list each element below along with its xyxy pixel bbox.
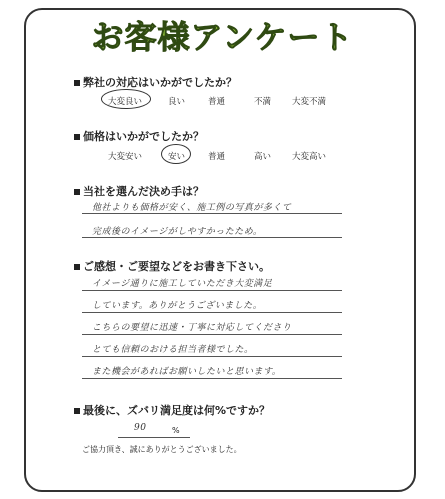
q4-answer-line-2: しています。ありがとうございました。 <box>92 301 263 311</box>
bullet-square-icon <box>74 408 80 414</box>
question-2-text: 価格はいかがでしたか？ <box>83 130 204 143</box>
answer-rule <box>82 378 342 379</box>
question-3-text: 当社を選んだ決め手は？ <box>83 185 204 198</box>
q4-answer-line-5: また機会があればお願いしたいと思います。 <box>92 367 282 377</box>
q1-option-3[interactable]: 普通 <box>208 97 226 107</box>
q2-option-1[interactable]: 大変安い <box>108 152 143 162</box>
q1-option-5[interactable]: 大変不満 <box>292 97 327 107</box>
question-4-text: ご感想・ご要望などをお書き下さい。 <box>83 260 270 273</box>
q4-answer-line-1: イメージ通りに施工していただき大変満足 <box>92 279 273 289</box>
q2-selected-circle <box>161 144 191 164</box>
thanks-message: ご協力頂き、誠にありがとうございました。 <box>82 445 242 454</box>
q1-option-1[interactable]: 大変良い <box>108 97 143 107</box>
answer-rule <box>82 312 342 313</box>
q2-option-2[interactable]: 安い <box>168 152 186 162</box>
answer-rule <box>82 356 342 357</box>
answer-rule <box>82 213 342 214</box>
satisfaction-rule <box>118 437 190 438</box>
bullet-square-icon <box>74 264 80 270</box>
q1-option-2[interactable]: 良い <box>168 97 186 107</box>
question-4-label <box>74 258 270 274</box>
q1-option-4[interactable]: 不満 <box>254 97 272 107</box>
q4-answer-line-4: とても信頼のおける担当者様でした。 <box>92 345 254 355</box>
satisfaction-value: 90 <box>134 423 147 433</box>
q1-selected-circle <box>101 89 151 109</box>
answer-rule <box>82 237 342 238</box>
q2-option-4[interactable]: 高い <box>254 152 272 162</box>
q3-answer-line-1: 他社よりも価格が安く、施工例の写真が多くて <box>92 203 292 213</box>
q2-option-5[interactable]: 大変高い <box>292 152 327 162</box>
answer-rule <box>82 290 342 291</box>
answer-rule <box>82 334 342 335</box>
q4-answer-line-3: こちらの要望に迅速・丁寧に対応してくださり <box>92 323 292 333</box>
q3-answer-line-2: 完成後のイメージがしやすかったため。 <box>92 227 263 237</box>
question-3-label <box>74 183 204 199</box>
question-5-label <box>74 402 270 418</box>
satisfaction-unit: % <box>172 426 180 435</box>
question-5-text: 最後に、ズバリ満足度は何%ですか？ <box>83 404 271 417</box>
q2-option-3[interactable]: 普通 <box>208 152 226 162</box>
question-2-label <box>74 128 204 144</box>
question-1-text: 弊社の対応はいかがでしたか？ <box>83 76 237 89</box>
bullet-square-icon <box>74 80 80 86</box>
question-1-label <box>74 74 237 90</box>
bullet-square-icon <box>74 134 80 140</box>
bullet-square-icon <box>74 189 80 195</box>
page-title: お客様アンケート <box>91 18 354 56</box>
